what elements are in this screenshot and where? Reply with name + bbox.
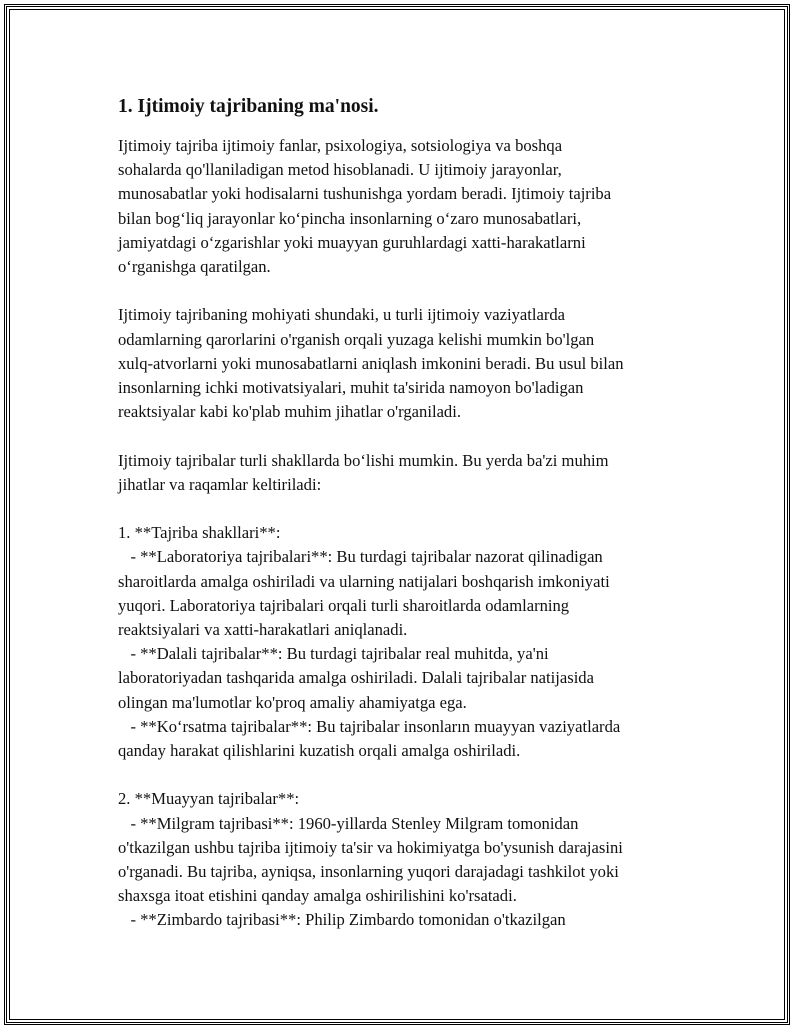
text-line: sohalarda qo'llaniladigan metod hisoblanadi. U ijtimoiy jarayonlar, <box>118 160 562 180</box>
text-line: o'rganadi. Bu tajriba, ayniqsa, insonlarning yuqori darajadagi tashkilot yoki <box>118 862 619 882</box>
list-heading: 1. **Tajriba shakllari**: <box>118 523 281 543</box>
paragraph-essence <box>118 303 698 424</box>
list-item: - **Dalali tajribalar**: Bu turdagi tajribalar real muhitda, ya'ni <box>118 644 549 664</box>
text-line: bilan bog‘liq jarayonlar ko‘pincha insonlarning o‘zaro munosabatlari, <box>118 208 582 228</box>
text-line: Ijtimoiy tajribaning mohiyati shundaki, u turli ijtimoiy vaziyatlarda <box>118 305 566 325</box>
text-line: olingan ma'lumotlar ko'proq amaliy ahamiyatga ega. <box>118 692 467 712</box>
text-line: Ijtimoiy tajriba ijtimoiy fanlar, psixologiya, sotsiologiya va boshqa <box>118 136 563 155</box>
text-line: Ijtimoiy tajribalar turli shakllarda bo‘lishi mumkin. Bu yerda ba'zi muhim <box>118 450 609 470</box>
document-body <box>118 94 698 933</box>
text-line: sharoitlarda amalga oshiriladi va ularning natijalari boshqarish imkoniyati <box>118 571 610 591</box>
text-line: shaxsga itoat etishini qanday amalga oshirilishini ko'rsatadi. <box>118 886 517 906</box>
list-section-specific <box>118 787 698 932</box>
text-line: odamlarning qarorlarini o'rganish orqali yuzaga kelishi mumkin bo'lgan <box>118 329 595 349</box>
text-line: yuqori. Laboratoriya tajribalari orqali turli sharoitlarda odamlarning <box>118 595 570 615</box>
text-line: laboratoriyadan tashqarida amalga oshiriladi. Dalali tajribalar natijasida <box>118 668 594 688</box>
list-heading: 2. **Muayyan tajribalar**: <box>118 789 300 809</box>
text-line: xulq-atvorlarni yoki munosabatlarni aniqlash imkonini beradi. Bu usul bilan <box>118 353 624 373</box>
document-title: 1. Ijtimoiy tajribaning ma'nosi. <box>118 96 379 117</box>
list-item: - **Ko‘rsatma tajribalar**: Bu tajribalar insonların muayyan vaziyatlarda <box>118 716 621 736</box>
list-item: - **Milgram tajribasi**: 1960-yillarda Stenley Milgram tomonidan <box>118 813 579 833</box>
text-line: jamiyatdagi o‘zgarishlar yoki muayyan guruhlardagi xatti-harakatlarni <box>118 232 586 252</box>
paragraph-spacer <box>118 279 698 303</box>
text-line: o‘rganishga qaratilgan. <box>118 257 271 277</box>
list-item: - **Zimbardo tajribasi**: Philip Zimbardo tomonidan o'tkazilgan <box>118 910 566 930</box>
text-line: o'tkazilgan ushbu tajriba ijtimoiy ta'sir va hokimiyatga bo'ysunish darajasini <box>118 837 623 857</box>
paragraph-spacer <box>118 763 698 787</box>
paragraph-spacer <box>118 497 698 521</box>
text-line: munosabatlar yoki hodisalarni tushunishga yordam beradi. Ijtimoiy tajriba <box>118 184 612 204</box>
list-section-forms <box>118 521 698 763</box>
text-line: insonlarning ichki motivatsiyalari, muhit ta'sirida namoyon bo'ladigan <box>118 378 584 398</box>
list-item: - **Laboratoriya tajribalari**: Bu turdagi tajribalar nazorat qilinadigan <box>118 547 603 567</box>
paragraph-spacer <box>118 424 698 448</box>
text-line: qanday harakat qilishlarini kuzatish orqali amalga oshiriladi. <box>118 741 521 761</box>
paragraph-forms-intro <box>118 449 698 497</box>
text-line: reaktsiyalar kabi ko'plab muhim jihatlar o'rganiladi. <box>118 402 461 422</box>
text-line: reaktsiyalari va xatti-harakatlari aniqlanadi. <box>118 620 408 640</box>
text-line: jihatlar va raqamlar keltiriladi: <box>118 474 322 494</box>
paragraph-intro <box>118 134 698 279</box>
